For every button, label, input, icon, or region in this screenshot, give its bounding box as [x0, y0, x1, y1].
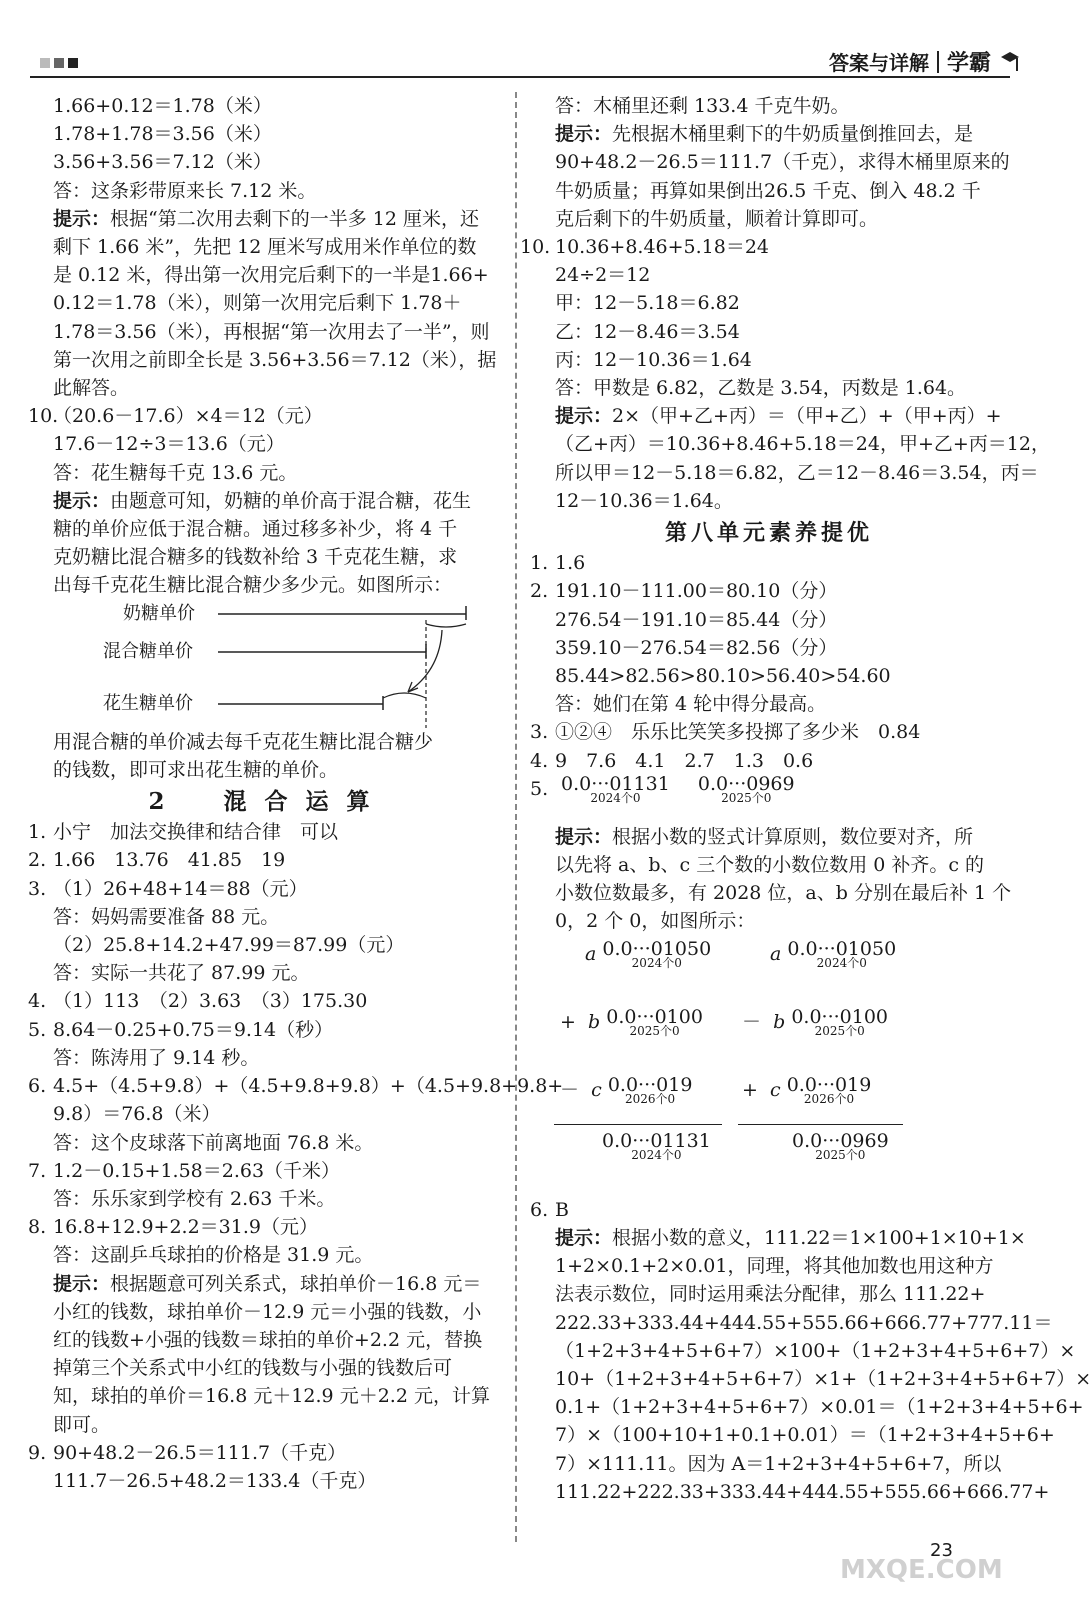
- hint-line: 222.33+333.44+444.55+555.66+666.77+777.11＝: [555, 1311, 1053, 1334]
- hint-line: 牛奶质量；再算如果倒出26.5 千克、倒入 48.2 千: [555, 179, 981, 202]
- hint-line: 小数位数最多，有 2028 位，a、b 分别在最后补 1 个: [555, 882, 1012, 905]
- hint-line: 糖的单价应低于混合糖。通过移多补少，将 4 千: [53, 518, 458, 541]
- question-number: 8.: [28, 1216, 47, 1239]
- hint-label: 提示：: [53, 1272, 111, 1295]
- hint-line: 克奶糖比混合糖多的钱数补给 3 千克花生糖，求: [53, 546, 458, 569]
- hint-line: 小红的钱数，球拍单价－12.9 元＝小强的钱数，小: [53, 1300, 482, 1323]
- hint-line: 所以甲＝12－5.18＝6.82，乙＝12－8.46＝3.54，丙＝: [555, 461, 1039, 484]
- hint-label: 提示：: [555, 1226, 613, 1249]
- hint-label: 提示：: [555, 405, 613, 428]
- question-number: 10.: [28, 405, 59, 428]
- question-number: 3.: [28, 877, 47, 900]
- text-line: 的钱数，即可求出花生糖的单价。: [53, 758, 339, 781]
- calc-row-b-right: － b 0.0···0100 2025个0: [742, 1005, 889, 1038]
- calc-result-right: 0.0···0969 2025个0: [792, 1129, 889, 1162]
- hint-label: 提示：: [53, 489, 111, 512]
- question-number: 4.: [28, 990, 47, 1013]
- header-decoration: [40, 58, 78, 68]
- calc-row-b-left: + b 0.0···0100 2025个0: [560, 1005, 703, 1038]
- header-subtitle: 答案与详解: [828, 51, 929, 75]
- text-line: 9.8）＝76.8（米）: [53, 1103, 221, 1126]
- right-column: 答：木桶里还剩 133.4 千克牛奶。 提示：先根据木桶里剩下的牛奶质量倒推回去，是 90+48.2－26.5＝111.7（千克），求得木桶里原来的 牛奶质量；再算如果倒出26.5 千克、倒入 48.2 千 克后剩下的牛奶质量，顺着计算即可。 10. 10.36+8.46+5.18＝24 24÷2＝12 甲：12－5.18＝6.82 乙：12－8.46＝3.54 丙：12－10.36＝1.64 答：甲数是 6.82，乙数是 3.54，丙数是 1.64。 提示：2×（甲+乙+丙）＝（甲+乙）+（甲+丙）+ （乙+丙）＝10.36+8.46+5.18＝24，甲+乙+丙＝12， 所以甲＝12－5.18＝6.82，乙＝12－8.46＝3.54，丙＝ 12－10.36＝1.64。 第八单元素养提优 1. 1.6 2. 191.10－111.00＝80.10（分） 276.54－191.10＝85.44（分） 359.10－276.54＝82.56（分） 85.44>82.56>80.10>56.40>54.60 答：她们在第 4 轮中得分最高。 3. ①②④ 乐乐比笑笑多投掷了多少米 0.84 4. 9 7.6 4.1 2.7 1.3 0.6 5. 0.0···01131 2024个0 0.0···0969 2025个0 提示：根据小数的竖式计算原则，数位要对齐，所 以先将 a、b、c 三个数的小数位数用 0 补齐。c 的 小数位数最多，有 2028 位，a、b 分别在最后补 1 个 0，2 个 0，如图所示： a 0.0···01050 2024个0 a 0.0···01050 2024个0 + b 0.0···0100 2025个0 － b 0.0···0100 2025个0 － c 0.0···019 2026个0 + c 0.0···019 2026个0 0.0···01131 2024个0 0.0···0969 2025个0 6. B 提示：根据小数的意义，111.22＝1×100+1×10+1× 1+2×0.1+2×0.01，同理，将其他加数也用这种方 法表示数位，同时运用乘法分配律，那么 111.22+ 222.33+333.44+444.55+555.66+666.77+777.11＝ （1+2+3+4+5+6+7）×100+（1+2+3+4+5+6+7）× 10+（1+2+3+4+5+6+7）×1+（1+2+3+4+5+6+7）× 0.1+（1+2+3+4+5+6+7）×0.01＝（1+2+3+4+5+6+ 7）×（100+10+1+0.1+0.01）＝（1+2+3+4+5+6+ 7）×111.11。因为 A＝1+2+3+4+5+6+7，所以 111.22+222.33+333.44+444.55+555.66+666.77+: [530, 92, 1008, 1506]
- calc-row-c-left: － c 0.0···019 2026个0: [560, 1073, 693, 1106]
- text-line: 276.54－191.10＝85.44（分）: [555, 608, 838, 631]
- label-mixed-candy: 混合糖单价: [103, 640, 193, 662]
- header-rule: [30, 76, 1010, 78]
- label-milk-candy: 奶糖单价: [123, 602, 195, 624]
- hint-line: 剩下 1.66 米”，先把 12 厘米写成用米作单位的数: [53, 236, 477, 259]
- question-number: 5.: [530, 777, 549, 800]
- question-number: 4.: [530, 749, 549, 772]
- hint-line: 提示：2×（甲+乙+丙）＝（甲+乙）+（甲+丙）+: [555, 405, 1002, 428]
- calc-row-a-right: a 0.0···01050 2024个0: [770, 937, 897, 970]
- sum-line-left: [554, 1124, 722, 1125]
- text-line: 答：妈妈需要准备 88 元。: [53, 905, 280, 928]
- question-number: 1.: [28, 821, 47, 844]
- hint-line: 以先将 a、b、c 三个数的小数位数用 0 补齐。c 的: [555, 854, 985, 877]
- hint-line: 此解答。: [53, 377, 130, 400]
- vertical-calculation: [530, 936, 1008, 1196]
- text-line: 答：她们在第 4 轮中得分最高。: [555, 693, 827, 716]
- hint-line: 1.78＝3.56（米），再根据“第一次用去了一半”，则: [53, 320, 490, 343]
- section-title-8: 第八单元素养提优: [664, 520, 873, 547]
- text-line: 24÷2＝12: [555, 264, 651, 287]
- text-line: 答：这个皮球落下前离地面 76.8 米。: [53, 1131, 374, 1154]
- text-line: 3.56+3.56＝7.12（米）: [53, 151, 272, 174]
- question-number: 5.: [28, 1018, 47, 1041]
- hint-line: （乙+丙）＝10.36+8.46+5.18＝24，甲+乙+丙＝12，: [555, 433, 1050, 456]
- text-line: 17.6－12÷3＝13.6（元）: [53, 433, 285, 456]
- graduation-cap-icon: [999, 49, 1021, 75]
- text-line: 答：实际一共花了 87.99 元。: [53, 962, 310, 985]
- hint-line: 0.1+（1+2+3+4+5+6+7）×0.01＝（1+2+3+4+5+6+: [555, 1396, 1084, 1419]
- hint-line: 12－10.36＝1.64。: [555, 489, 733, 512]
- diagram-lines: [28, 600, 508, 728]
- question-number: 1.: [530, 552, 549, 575]
- hint-line: 1+2×0.1+2×0.01，同理，将其他加数也用这种方: [555, 1255, 994, 1278]
- answer-5: [530, 772, 1008, 823]
- hint-line: 掉第三个关系式中小红的钱数与小强的钱数后可: [53, 1357, 453, 1380]
- hint-line: 提示：先根据木桶里剩下的牛奶质量倒推回去，是: [555, 123, 974, 146]
- hint-line: 法表示数位，同时运用乘法分配律，那么 111.22+: [555, 1283, 986, 1306]
- header-brand: [829, 46, 1021, 77]
- question-number: 2.: [530, 580, 549, 603]
- text-line: 答：陈涛用了 9.14 秒。: [53, 1046, 260, 1069]
- question-number: 10.: [520, 236, 551, 259]
- text-line: 答：花生糖每千克 13.6 元。: [53, 461, 298, 484]
- hint-line: 提示：根据小数的竖式计算原则，数位要对齐，所: [555, 825, 974, 848]
- hint-label: 提示：: [53, 207, 111, 230]
- text-line: 答：甲数是 6.82，乙数是 3.54，丙数是 1.64。: [555, 377, 967, 400]
- text-line: 85.44>82.56>80.10>56.40>54.60: [555, 665, 891, 688]
- text-line: 甲：12－5.18＝6.82: [555, 292, 740, 315]
- text-line: 1.66+0.12＝1.78（米）: [53, 95, 272, 117]
- hint-label: 提示：: [555, 123, 613, 146]
- text-line: 答：这条彩带原来长 7.12 米。: [53, 179, 317, 202]
- calc-row-c-right: + c 0.0···019 2026个0: [742, 1073, 872, 1106]
- hint-line: 提示：根据“第二次用去剩下的一半多 12 厘米，还: [53, 207, 479, 230]
- header-separator: [937, 51, 939, 73]
- watermark: MXQE.COM: [840, 1555, 1003, 1585]
- decimal-with-brace: 0.0···01131 2024个0: [561, 772, 670, 805]
- calc-result-left: 0.0···01131 2024个0: [602, 1129, 711, 1162]
- question-number: 6.: [530, 1198, 549, 1221]
- hint-line: 7）×（100+10+1+0.1+0.01）＝（1+2+3+4+5+6+: [555, 1424, 1055, 1447]
- question-number: 9.: [28, 1441, 47, 1464]
- text-line: 乙：12－8.46＝3.54: [555, 320, 740, 343]
- hint-line: 出每千克花生糖比混合糖少多少元。如图所示：: [53, 574, 453, 597]
- column-divider: [515, 92, 517, 1542]
- left-column: 1.66+0.12＝1.78（米） 1.78+1.78＝3.56（米） 3.56+3.56＝7.12（米） 答：这条彩带原来长 7.12 米。 提示：根据“第二次用去剩下的一半多 12 厘米，还 剩下 1.66 米”，先把 12 厘米写成用米作单位的数 是 0.12 米，得出第一次用完后剩下的一半是1.66+ 0.12＝1.78（米），则第一次用完后剩下 1.78＋ 1.78＝3.56（米），再根据“第一次用去了一半”，则 第一次用之前即全长是 3.56+3.56＝7.12（米），据 此解答。 10.（20.6－17.6）×4＝12（元） 17.6－12÷3＝13.6（元） 答：花生糖每千克 13.6 元。 提示：由题意可知，奶糖的单价高于混合糖，花生 糖的单价应低于混合糖。通过移多补少，将 4 千 克奶糖比混合糖多的钱数补给 3 千克花生糖，求 出每千克花生糖比混合糖少多少元。如图所示： 奶糖单价 混合糖单价 花生糖单价 用混合糖的单价减去每千克花生糖比混合糖少 的钱数，即可求出花生糖的单价。 2 混合运算 1. 小宁 加法交换律和结合律 可以 2. 1.66 13.76 41.85 19 3. （1）26+48+14＝88（元） 答：妈妈需要准备 88 元。 （2）25.8+14.2+47.99＝87.99（元） 答：实际一共花了 87.99 元。 4. （1）113 （2）3.63 （3）175.30 5. 8.64－0.25+0.75＝9.14（秒） 答：陈涛用了 9.14 秒。 6. 4.5+（4.5+9.8）+（4.5+9.8+9.8）+（4.5+9.8+9.8+ 9.8）＝76.8（米） 答：这个皮球落下前离地面 76.8 米。 7. 1.2－0.15+1.58＝2.63（千米） 答：乐乐家到学校有 2.63 千米。 8. 16.8+12.9+2.2＝31.9（元） 答：这副乒乓球拍的价格是 31.9 元。 提示：根据题意可列关系式，球拍单价－16.8 元＝ 小红的钱数，球拍单价－12.9 元＝小强的钱数，小 红的钱数+小强的钱数＝球拍的单价+2.2 元，替换 掉第三个关系式中小红的钱数与小强的钱数后可 知，球拍的单价＝16.8 元＋12.9 元＋2.2 元，计算 即可。 9. 90+48.2－26.5＝111.7（千克） 111.7－26.5+48.2＝133.4（千克）: [28, 92, 508, 1495]
- hint-line: 111.22+222.33+333.44+444.55+555.66+666.77+: [555, 1480, 1050, 1503]
- text-line: （2）25.8+14.2+47.99＝87.99（元）: [53, 934, 405, 957]
- hint-line: 提示：根据题意可列关系式，球拍单价－16.8 元＝: [53, 1272, 482, 1295]
- text-line: 答：乐乐家到学校有 2.63 千米。: [53, 1187, 336, 1210]
- hint-line: 提示：由题意可知，奶糖的单价高于混合糖，花生: [53, 489, 472, 512]
- text-line: 1.78+1.78＝3.56（米）: [53, 123, 272, 146]
- question-number: 7.: [28, 1159, 47, 1182]
- hint-line: 0，2 个 0，如图所示：: [555, 910, 756, 933]
- sum-line-right: [738, 1124, 903, 1125]
- page-number: 23: [930, 1540, 953, 1561]
- hint-line: 0.12＝1.78（米），则第一次用完后剩下 1.78＋: [53, 292, 462, 315]
- hint-line: 是 0.12 米，得出第一次用完后剩下的一半是1.66+: [53, 264, 489, 287]
- section-title-2: 2 混合运算: [148, 788, 388, 816]
- hint-line: 克后剩下的牛奶质量，顺着计算即可。: [555, 207, 879, 230]
- hint-label: 提示：: [555, 825, 613, 848]
- hint-line: 知，球拍的单价＝16.8 元＋12.9 元＋2.2 元，计算: [53, 1385, 490, 1408]
- price-diagram: [28, 600, 508, 728]
- decimal-with-brace: 0.0···0969 2025个0: [697, 772, 795, 805]
- hint-line: 红的钱数+小强的钱数＝球拍的单价+2.2 元，替换: [53, 1328, 483, 1351]
- text-line: 111.7－26.5+48.2＝133.4（千克）: [53, 1469, 377, 1492]
- hint-line: 90+48.2－26.5＝111.7（千克），求得木桶里原来的: [555, 151, 1010, 174]
- text-line: 用混合糖的单价减去每千克花生糖比混合糖少: [53, 730, 434, 753]
- question-number: 2.: [28, 849, 47, 872]
- label-peanut-candy: 花生糖单价: [103, 692, 193, 714]
- text-line: 359.10－276.54＝82.56（分）: [555, 636, 838, 659]
- hint-line: 第一次用之前即全长是 3.56+3.56＝7.12（米），据: [53, 348, 497, 371]
- text-line: 答：木桶里还剩 133.4 千克牛奶。: [555, 95, 850, 117]
- header-brand-name: 学霸: [946, 51, 991, 76]
- question-number: 3.: [530, 721, 549, 744]
- text-line: 答：这副乒乓球拍的价格是 31.9 元。: [53, 1244, 374, 1267]
- hint-line: （1+2+3+4+5+6+7）×100+（1+2+3+4+5+6+7）×: [555, 1339, 1076, 1362]
- hint-line: 10+（1+2+3+4+5+6+7）×1+（1+2+3+4+5+6+7）×: [555, 1367, 1091, 1390]
- hint-line: 提示：根据小数的意义，111.22＝1×100+1×10+1×: [555, 1226, 1026, 1249]
- text-line: 丙：12－10.36＝1.64: [555, 348, 752, 371]
- question-number: 6.: [28, 1075, 47, 1098]
- hint-line: 7）×111.11。因为 A＝1+2+3+4+5+6+7，所以: [555, 1452, 1002, 1475]
- hint-line: 即可。: [53, 1413, 111, 1436]
- calc-row-a-left: a 0.0···01050 2024个0: [585, 937, 712, 970]
